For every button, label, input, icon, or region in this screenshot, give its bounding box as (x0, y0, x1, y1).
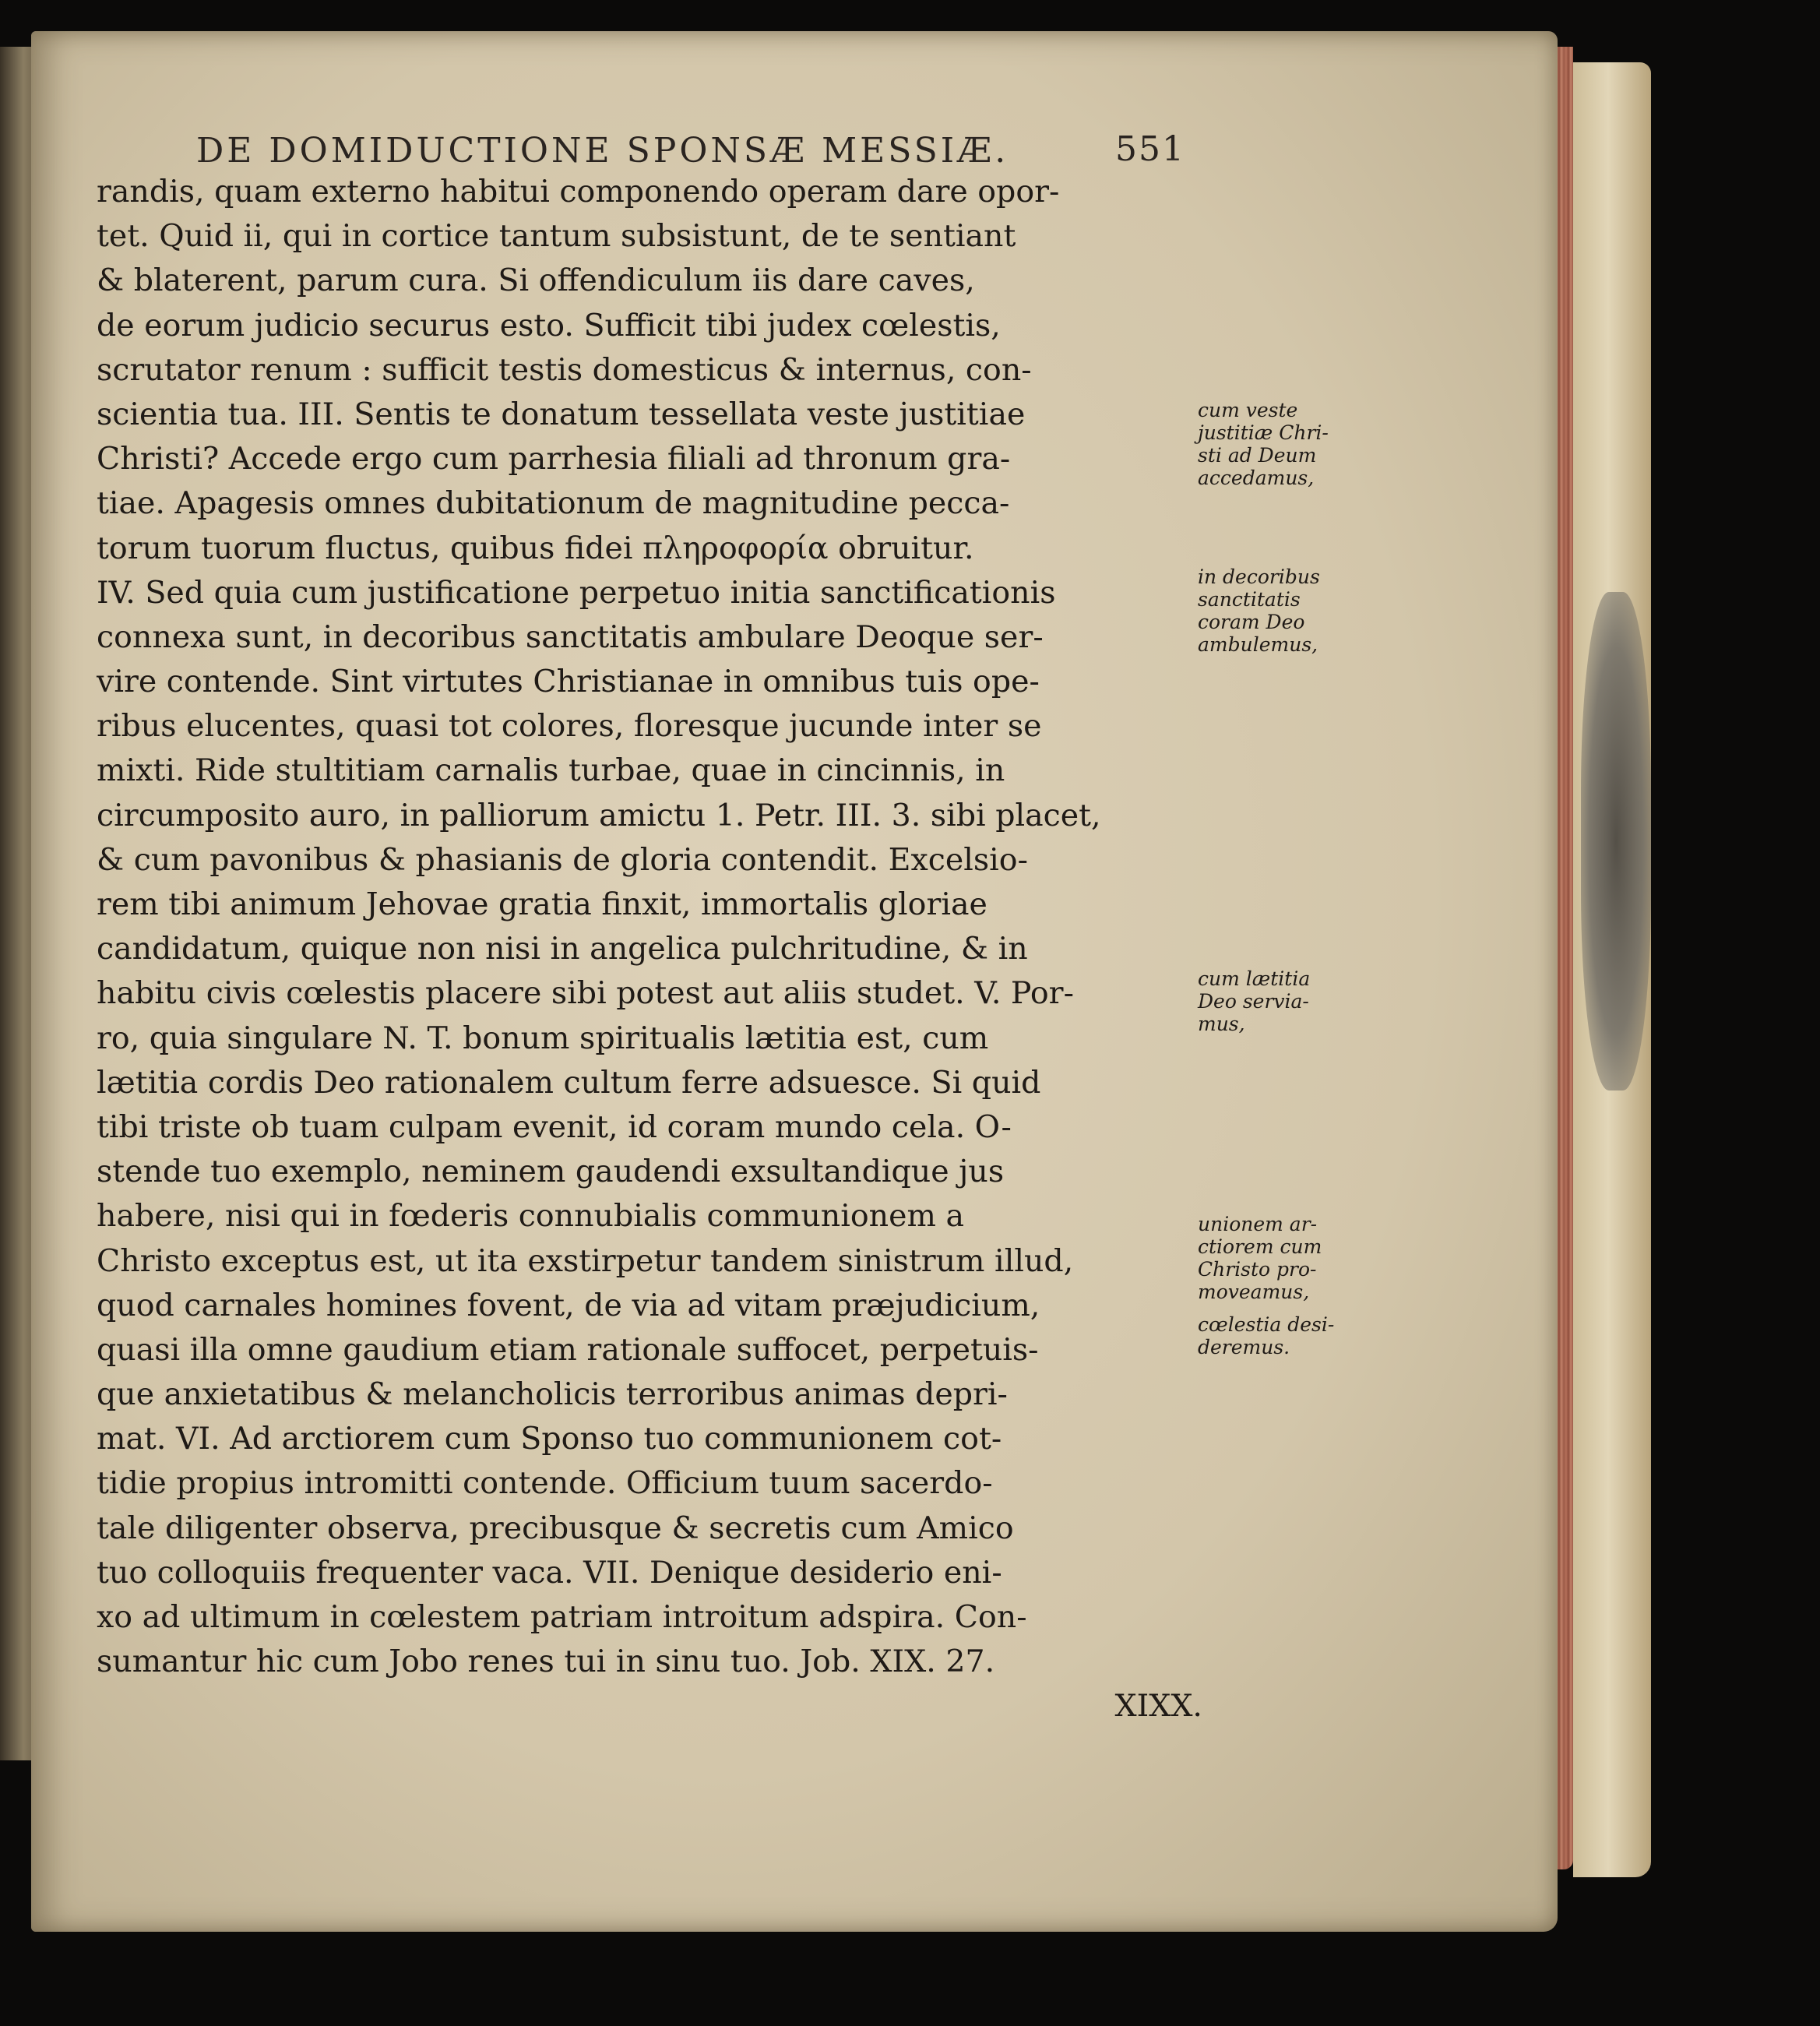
margin-note-line: cœlestia desi- (1198, 1313, 1335, 1336)
text-line: de eorum judicio securus esto. Sufficit tibi judex cœlestis, (97, 307, 1001, 344)
text-line: quasi illa omne gaudium etiam rationale suffocet, perpetuis- (97, 1331, 1039, 1368)
margin-note-line: deremus. (1198, 1336, 1290, 1358)
text-line: ro, quia singulare N. T. bonum spiritualis lætitia est, cum (97, 1020, 989, 1056)
text-line: candidatum, quique non nisi in angelica pulchritudine, & in (97, 931, 1028, 967)
text-line: scrutator renum : sufficit testis domesticus & internus, con- (97, 351, 1032, 388)
text-line: stende tuo exemplo, neminem gaudendi exsultandique jus (97, 1154, 1005, 1190)
margin-note-line: ctiorem cum (1198, 1235, 1322, 1258)
page-number: 551 (1115, 129, 1185, 169)
margin-note-line: coram Deo (1198, 611, 1305, 633)
margin-note-line: in decoribus (1198, 566, 1320, 588)
text-line: randis, quam externo habitui componendo operam dare opor- (97, 174, 1060, 210)
margin-note-line: sanctitatis (1198, 588, 1301, 611)
margin-note-line: Christo pro- (1198, 1258, 1317, 1281)
margin-note-line: moveamus, (1198, 1281, 1310, 1303)
margin-note (1198, 967, 1369, 1035)
catchword: XIXX. (1114, 1688, 1202, 1725)
margin-note-line: cum veste (1198, 399, 1298, 421)
text-line: tet. Quid ii, qui in cortice tantum subsistunt, de te sentiant (97, 218, 1016, 255)
margin-note-line: cum lætitia (1198, 967, 1311, 990)
text-line: tidie propius intromitti contende. Officium tuum sacerdo- (97, 1465, 993, 1502)
text-line: habitu civis cœlestis placere sibi potest aut aliis studet. V. Por- (97, 975, 1074, 1012)
margin-note (1198, 1213, 1369, 1303)
text-line: ribus elucentes, quasi tot colores, floresque jucunde inter se (97, 708, 1042, 745)
margin-note-line: justitiæ Chri- (1198, 421, 1329, 444)
text-line: mat. VI. Ad arctiorem cum Sponso tuo communionem cot- (97, 1421, 1002, 1457)
text-line: vire contende. Sint virtutes Christianae in omnibus tuis ope- (97, 664, 1040, 700)
text-line: IV. Sed quia cum justificatione perpetuo initia sanctificationis (97, 574, 1056, 611)
text-line: & cum pavonibus & phasianis de gloria contendit. Excelsio- (97, 841, 1028, 878)
margin-note-line: Deo servia- (1198, 990, 1309, 1013)
text-line: tale diligenter observa, precibusque & secretis cum Amico (97, 1510, 1014, 1546)
margin-note-line: ambulemus, (1198, 633, 1318, 656)
text-line: que anxietatibus & melancholicis terroribus animas depri- (97, 1376, 1008, 1413)
text-line: torum tuorum fluctus, quibus fidei πληροφορία obruitur. (97, 530, 974, 566)
text-line: connexa sunt, in decoribus sanctitatis ambulare Deoque ser- (97, 618, 1044, 655)
margin-note-line: sti ad Deum (1198, 444, 1317, 467)
text-line: rem tibi animum Jehovae gratia finxit, immortalis gloriae (97, 886, 987, 922)
text-line: tiae. Apagesis omnes dubitationum de magnitudine pecca- (97, 485, 1010, 522)
text-line: quod carnales homines fovent, de via ad vitam præjudicium, (97, 1287, 1040, 1323)
text-line: mixti. Ride stultitiam carnalis turbae, quae in cincinnis, in (97, 752, 1005, 789)
margin-note (1198, 399, 1369, 489)
running-title: DE DOMIDUCTIONE SPONSÆ MESSIÆ. (196, 131, 1009, 171)
text-line: Christi? Accede ergo cum parrhesia filiali ad thronum gra- (97, 441, 1011, 477)
cover-stain (1581, 592, 1651, 1091)
margin-note (1198, 1313, 1369, 1358)
text-line: & blaterent, parum cura. Si offendiculum iis dare caves, (97, 262, 975, 299)
text-line: tuo colloquiis frequenter vaca. VII. Denique desiderio eni- (97, 1554, 1002, 1591)
running-header (196, 131, 1193, 171)
text-line: habere, nisi qui in fœderis connubialis communionem a (97, 1198, 965, 1235)
margin-note-line: accedamus, (1198, 467, 1315, 489)
margin-note (1198, 566, 1369, 656)
margin-note-line: unionem ar- (1198, 1213, 1318, 1235)
text-line: sumantur hic cum Jobo renes tui in sinu tuo. Job. XIX. 27. (97, 1644, 995, 1680)
text-line: tibi triste ob tuam culpam evenit, id coram mundo cela. O- (97, 1108, 1012, 1145)
text-line: scientia tua. III. Sentis te donatum tessellata veste justitiae (97, 396, 1026, 432)
text-line: Christo exceptus est, ut ita exstirpetur tandem sinistrum illud, (97, 1242, 1074, 1279)
text-line: xo ad ultimum in cœlestem patriam introitum adspira. Con- (97, 1599, 1027, 1635)
text-line: lætitia cordis Deo rationalem cultum ferre adsuesce. Si quid (97, 1064, 1041, 1101)
text-line: circumposito auro, in palliorum amictu 1. Petr. III. 3. sibi placet, (97, 797, 1101, 833)
margin-note-line: mus, (1198, 1013, 1245, 1035)
main-text (97, 170, 1202, 1729)
